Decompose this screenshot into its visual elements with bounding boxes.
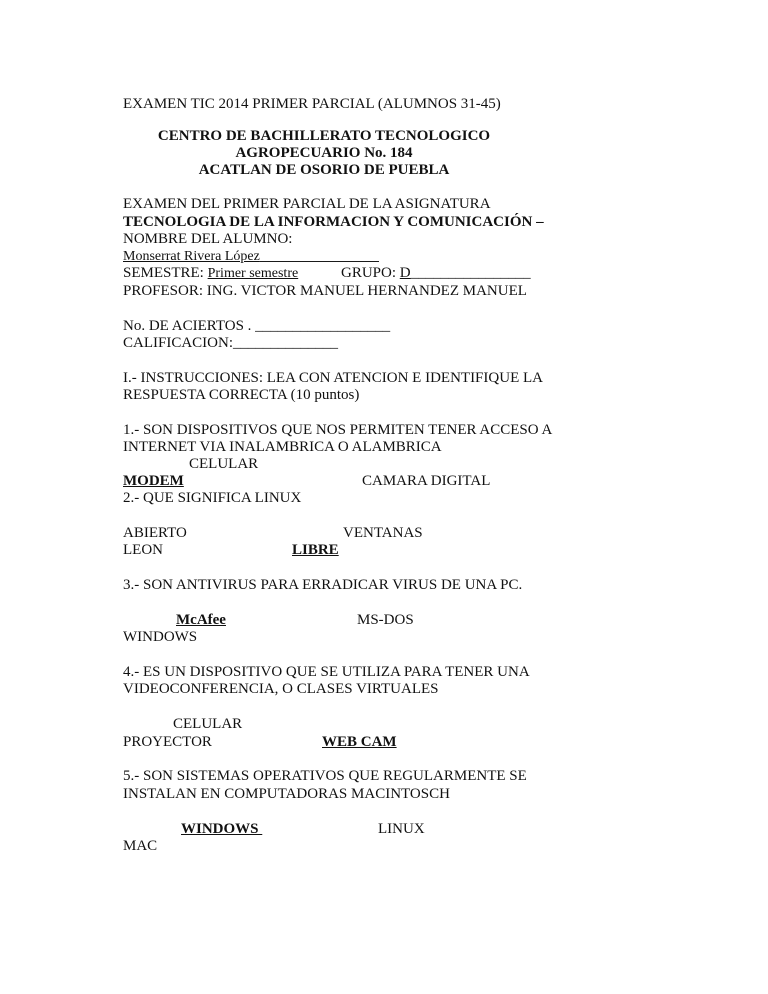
teacher-line: PROFESOR: ING. VICTOR MANUEL HERNANDEZ MANUEL xyxy=(123,283,527,299)
exam-heading: EXAMEN DEL PRIMER PARCIAL DE LA ASIGNATURA xyxy=(123,196,491,212)
q3-text: 3.- SON ANTIVIRUS PARA ERRADICAR VIRUS DE UNA PC. xyxy=(123,577,523,593)
student-name: Monserrat Rivera López xyxy=(123,249,260,264)
q4-option-proyector: PROYECTOR xyxy=(123,734,212,750)
group-blank: ________________ xyxy=(410,265,531,281)
q5-option-mac: MAC xyxy=(123,838,158,854)
q2-text: 2.- QUE SIGNIFICA LINUX xyxy=(123,490,302,506)
doc-title: EXAMEN TIC 2014 PRIMER PARCIAL (ALUMNOS 31-45) xyxy=(123,96,501,112)
student-label: NOMBRE DEL ALUMNO: xyxy=(123,231,293,247)
school-name-line2: AGROPECUARIO No. 184 xyxy=(235,145,413,161)
group-label: GRUPO: xyxy=(341,265,400,281)
score-line: No. DE ACIERTOS . __________________ xyxy=(123,318,391,334)
q3-option-msdos: MS-DOS xyxy=(357,612,414,628)
q5-option-windows-answer: WINDOWS xyxy=(181,821,263,837)
instructions-line1: I.- INSTRUCCIONES: LEA CON ATENCION E IDENTIFIQUE LA xyxy=(123,370,543,386)
q3-option-windows: WINDOWS xyxy=(123,629,198,645)
q5-text-line2: INSTALAN EN COMPUTADORAS MACINTOSCH xyxy=(123,786,450,802)
q5-option-linux: LINUX xyxy=(378,821,425,837)
q4-option-webcam-answer: WEB CAM xyxy=(322,734,397,750)
q1-option-celular: CELULAR xyxy=(189,456,259,472)
school-name-line1: CENTRO DE BACHILLERATO TECNOLOGICO xyxy=(157,128,491,144)
q3-option-mcafee-answer: McAfee xyxy=(176,612,226,628)
q4-text-line2: VIDEOCONFERENCIA, O CLASES VIRTUALES xyxy=(123,681,439,697)
group-value: D xyxy=(399,265,411,281)
q2-option-ventanas: VENTANAS xyxy=(343,525,423,541)
instructions-line2: RESPUESTA CORRECTA (10 puntos) xyxy=(123,387,360,403)
q2-option-leon: LEON xyxy=(123,542,163,558)
semester-label: SEMESTRE: xyxy=(123,265,208,281)
q1-option-modem-answer: MODEM xyxy=(123,473,184,489)
q1-option-camara: CAMARA DIGITAL xyxy=(362,473,491,489)
q2-option-libre-answer: LIBRE xyxy=(292,542,339,558)
q2-option-abierto: ABIERTO xyxy=(123,525,187,541)
q4-text-line1: 4.- ES UN DISPOSITIVO QUE SE UTILIZA PARA TENER UNA xyxy=(123,664,530,680)
semester-row xyxy=(123,265,298,282)
student-name-blank: _________________ xyxy=(259,249,379,264)
q1-text-line1: 1.- SON DISPOSITIVOS QUE NOS PERMITEN TENER ACCESO A xyxy=(123,422,553,438)
q4-option-celular: CELULAR xyxy=(173,716,243,732)
grade-line: CALIFICACION:______________ xyxy=(123,335,339,351)
subject-name: TECNOLOGIA DE LA INFORMACION Y COMUNICACIÓN – xyxy=(123,214,544,230)
school-location: ACATLAN DE OSORIO DE PUEBLA xyxy=(198,162,450,178)
student-name-row xyxy=(123,248,379,265)
q1-text-line2: INTERNET VIA INALAMBRICA O ALAMBRICA xyxy=(123,439,442,455)
q5-text-line1: 5.- SON SISTEMAS OPERATIVOS QUE REGULARMENTE SE xyxy=(123,768,527,784)
semester-value: Primer semestre xyxy=(207,266,299,281)
group-row xyxy=(341,265,531,282)
